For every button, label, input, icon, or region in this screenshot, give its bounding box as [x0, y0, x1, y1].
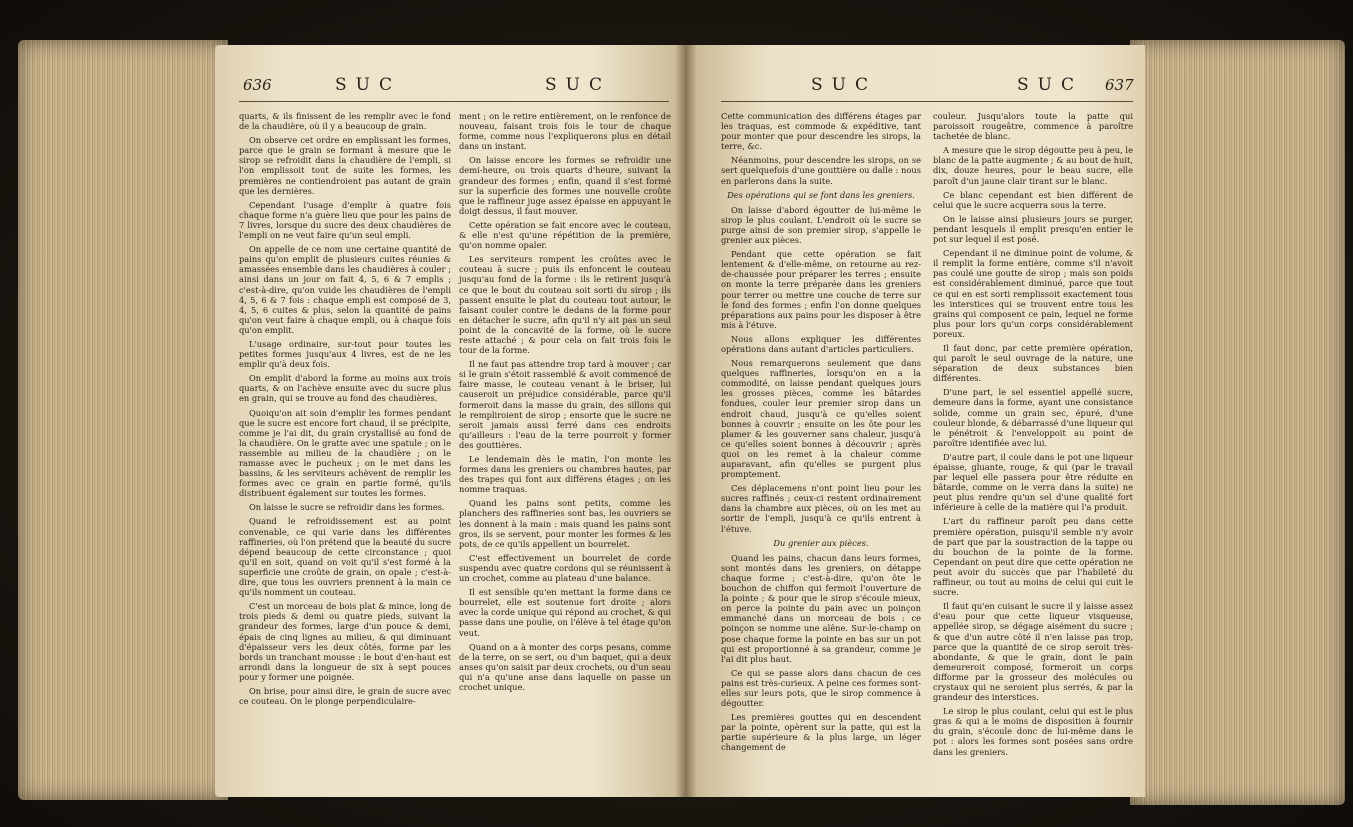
paragraph: D'une part, le sel essentiel appellé sucre, demeure dans la forme, ayant une consistance solide, comme un grain sec, épuré, d'une couleur blonde, & débarrassé d'une liqueur qui le pénétroit & l'enveloppoit au point de paroître identifiée avec lui.: [933, 387, 1133, 448]
right-header-rule: [721, 101, 1133, 102]
paragraph: Quand le refroidissement est au point convenable, ce qui varie dans les différentes raffineries, où l'on prétend que la beauté du sucre dépend beaucoup de cette circonstance ; quoi qu'il en soit, quand on voit qu'il s'est formé à la superficie une croûte de grain, on opale ; c'est-à-dire, que tous les ouvriers prennent à la main ce qu'ils nomment un couteau.: [239, 516, 451, 598]
left-running-head-2: SUC: [545, 75, 611, 95]
paragraph: Nous allons expliquer les différentes opérations dans autant d'articles particuliers.: [721, 333, 921, 354]
paragraph: Le sirop le plus coulant, celui qui est le plus gras & qui a le moins de disposition à fournir du grain, s'écoule donc de lui-même dans le pot : alors les formes sont posées sans ordre dans les greniers.: [933, 706, 1133, 757]
paragraph: On laisse d'abord égoutter de lui-même le sirop le plus coulant. L'endroit où le sucre se purge ainsi de son premier sirop, s'appelle le grenier aux pièces.: [721, 204, 921, 246]
paragraph: L'art du raffineur paroît peu dans cette première opération, puisqu'il semble n'y avoir de part que par la soustraction de la tappe ou du bouchon de la pointe de la forme. Cependant on peut dire que cette opération ne peut avoir du succès que par l'habileté du raffineur, ou tout au moins de celui qui cuit le sucre.: [933, 516, 1133, 598]
paragraph: On laisse le sucre se refroidir dans les formes.: [249, 502, 445, 513]
paragraph: Il ne faut pas attendre trop tard à mouver ; car si le grain s'étoit rassemblé & avoit commencé de faire masse, le couteau venant à le briser, lui causeroit un préjudice considérable, parce qu'il formeroit dans la masse du grain, des sillons qui le rempliroient de sirop ; ensorte que le sucre ne seroit jamais aussi ferré dans ces endroits qu'ailleurs : l'eau de la terre pourroit y former des gouttières.: [459, 359, 671, 450]
paragraph: Quoiqu'on ait soin d'emplir les formes pendant que le sucre est encore fort chaud, il se précipite, comme je l'ai dit, du grain crystallisé au fond de la chaudière. On le gratte avec une spatule ; on le rassemble au milieu de la chaudière ; on le ramasse avec le pucheux ; on le met dans les bassins, & les serviteurs achèvent de remplir les formes avec ce grain en partie formé, qu'ils distribuent également sur toutes les formes.: [239, 407, 451, 499]
paragraph: couleur. Jusqu'alors toute la patte qui paroissoit rougeâtre, commence à paroître tachetée de blanc.: [933, 111, 1133, 142]
paragraph: C'est effectivement un bourrelet de corde suspendu avec quatre cordons qui se réunissent à un crochet, comme au plateau d'une balance.: [459, 552, 671, 584]
paragraph: ment ; on le retire entièrement, on le renfonce de nouveau, faisant trois fois le tour de chaque forme, comme nous l'expliquerons plus en détail dans un instant.: [459, 111, 671, 152]
paragraph: On brise, pour ainsi dire, le grain de sucre avec ce couteau. On le plonge perpendiculaire-: [239, 685, 451, 707]
paragraph: A mesure que le sirop dégoutte peu à peu, le blanc de la patte augmente ; & au bout de huit, dix, douze heures, pour le beau sucre, elle paroît d'un jaune clair tirant sur le blanc.: [933, 145, 1133, 186]
paragraph: On emplit d'abord la forme au moins aux trois quarts, & on l'achève ensuite avec du sucre plus en grain, qui se trouve au fond des chaudières.: [239, 373, 451, 404]
right-page: [685, 45, 1145, 797]
left-page-edges: [18, 40, 228, 800]
book-gutter: [675, 45, 697, 797]
paragraph: On laisse encore les formes se refroidir une demi-heure, ou trois quarts d'heure, suivant la grandeur des formes ; enfin, quand il s'est formé sur la superficie des formes une nouvelle croûte que le raffineur juge assez épaisse en appuyant le doigt dessus, il faut mouver.: [459, 155, 671, 216]
paragraph: Il faut qu'en cuisant le sucre il y laisse assez d'eau pour que cette liqueur visqueuse, appellée sirop, se dégage aisément du sucre ; & que d'un autre côté il n'en laisse pas trop, parce que la quantité de ce sirop seroit très-abondante, & que le grain, dont le pain demeureroit composé, formeroit un corps difforme par la grosseur des molécules ou crystaux qui ne seroient plus serrés, & par la grandeur des interstices.: [933, 601, 1133, 703]
paragraph: D'autre part, il coule dans le pot une liqueur épaisse, gluante, rouge, & qui (par le travail par lequel elle passera pour être réduite en bâtarde, comme on le verra dans la suite) ne peut plus rendre qu'un sel d'une qualité fort inférieure à celle de la matière qui l'a produit.: [933, 451, 1133, 513]
paragraph: quarts, & ils finissent de les remplir avec le fond de la chaudière, où il y a beaucoup de grain.: [239, 111, 451, 132]
paragraph: Nous remarquerons seulement que dans quelques raffineries, lorsqu'on en a la commodité, on laisse pendant quelques jours les grosses pièces, comme les bâtardes fondues, couler leur premier sirop dans un endroit chaud, jusqu'à ce qu'elles soient bonnes à couvrir ; ensuite on les ôte pour les plamer & les gouverner sans chaleur, jusqu'à ce qu'elles soient bonnes à découvrir ; après quoi on les remet à la chaleur comme auparavant, afin qu'elles se purgent plus promptement.: [721, 358, 921, 480]
paragraph: Les premières gouttes qui en descendent par la pointe, opèrent sur la patte, qui est la partie supérieure & la plus large, un léger changement de: [721, 712, 921, 753]
left-header-rule: [239, 101, 669, 102]
left-column-1: [239, 111, 451, 710]
paragraph: Quand les pains, chacun dans leurs formes, sont montés dans les greniers, on détappe chaque forme ; c'est-à-dire, qu'on ôte le bouchon de chiffon qui fermoit l'ouverture de la pointe ; & pour que le sirop s'écoule mieux, on perce la pointe du pain avec un poinçon emmanché dans un morceau de bois : ce poinçon se nomme une alêne. Sur-le-champ on pose chaque forme la pointe en bas sur un pot qui est proportionné à sa grandeur, comme je l'ai dit plus haut.: [721, 552, 921, 664]
paragraph: Quand on a à monter des corps pesans, comme de la terre, on se sert, ou d'un baquet, qui a deux anses qu'on saisit par deux crochets, ou d'un seau qui n'a qu'une anse dans laquelle on passe un crochet unique.: [459, 641, 671, 692]
left-running-head: SUC: [335, 75, 401, 95]
right-page-number: 637: [1105, 76, 1134, 94]
section-heading: Des opérations qui se font dans les greniers.: [727, 189, 915, 200]
left-page-number: 636: [243, 76, 272, 94]
paragraph: Il faut donc, par cette première opération, qui paroît le seul ouvrage de la nature, une séparation de deux substances bien différentes.: [933, 342, 1133, 384]
paragraph: Ces déplacemens n'ont point lieu pour les sucres raffinés ; ceux-ci restent ordinairement dans la chambre aux pièces, où on les met au sortir de l'empli, jusqu'à ce qu'ils entrent à l'étuve.: [721, 483, 921, 534]
paragraph: Il est sensible qu'en mettant la forme dans ce bourrelet, elle est soutenue fort droite ; alors avec la corde unique qui répond au crochet, & qui passe dans une poulie, on l'élève à tel étage qu'on veut.: [459, 587, 671, 638]
paragraph: Les serviteurs rompent les croûtes avec le couteau à sucre ; puis ils enfoncent le couteau jusqu'au fond de la forme : ils le retirent jusqu'à ce que le bout du couteau soit sorti du sirop ; ils passent ensuite le plat du couteau tout autour, le faisant couler contre le dedans de la forme pour en détacher le sucre, afin qu'il n'y ait pas un seul point de la concavité de la forme, où le sucre reste attaché ; & pour cela on fait trois fois le tour de la forme.: [459, 254, 671, 356]
right-running-head-2: SUC: [1017, 75, 1083, 95]
paragraph: Le lendemain dès le matin, l'on monte les formes dans les greniers ou chambres hautes, par des trapes qui font aux différens étages ; on les nomme traquas.: [459, 454, 671, 495]
right-running-head: SUC: [811, 75, 877, 95]
left-column-2: [459, 111, 671, 696]
paragraph: Pendant que cette opération se fait lentement & d'elle-même, on retourne au rez-de-chaussée pour préparer les terres ; ensuite on monte la terre préparée dans les greniers pour terrer ou mettre une couche de terre sur le fond des formes ; enfin l'on donne quelques préparations aux pains pour les disposer à être mis à l'étuve.: [721, 249, 921, 330]
paragraph: Quand les pains sont petits, comme les planchers des raffineries sont bas, les ouvriers se les donnent à la main : mais quand les pains sont gros, ils se servent, pour monter les formes & les pots, de ce qu'ils appellent un bourrelet.: [459, 498, 671, 549]
paragraph: L'usage ordinaire, sur-tout pour toutes les petites formes jusqu'aux 4 livres, est de ne les emplir qu'à deux fois.: [239, 338, 451, 370]
right-column-2: [933, 111, 1133, 761]
right-page-edges: [1130, 40, 1345, 805]
paragraph: Cependant il ne diminue point de volume, & il remplit la forme entière, comme s'il n'avoit pas coulé une goutte de sirop ; mais son poids est considérablement diminué, parce que tout ce qui en est sorti remplissoit exactement tous les interstices qui se trouvent entre tous les grains qui composent ce pain, lequel ne forme plus pour lors qu'un corps considérablement poreux.: [933, 248, 1133, 339]
paragraph: On le laisse ainsi plusieurs jours se purger, pendant lesquels il emplit presqu'en entier le pot sur lequel il est posé.: [933, 213, 1133, 245]
paragraph: Ce blanc cependant est bien différent de celui que le sucre acquerra sous la terre.: [933, 189, 1133, 210]
paragraph: On appelle de ce nom une certaine quantité de pains qu'on emplit de plusieurs cuites réunies & amassées ensemble dans les chaudières à couler ; ainsi dans un jour on fait 4, 5, 6 & 7 emplis ; c'est-à-dire, qu'on vuide les chaudières de l'empli 4, 5, 6 & 7 fois : chaque empli est composé de 3, 4, 5, 6 cuites & plus, selon la quantité de pains qu'on veut faire à chaque empli, ou à chaque fois qu'on emplit.: [239, 244, 451, 335]
paragraph: Cependant l'usage d'emplir à quatre fois chaque forme n'a guère lieu que pour les pains de 7 livres, lorsque du sucre des deux chaudières de l'empli on ne veut faire qu'un seul empli.: [239, 199, 451, 241]
right-column-1: [721, 111, 921, 757]
left-page: [215, 45, 685, 797]
paragraph: On observe cet ordre en emplissant les formes, parce que le grain se formant à mesure que le sirop se refroidit dans la chaudière de l'empli, si l'on emplissoit tout de suite les formes, les premières ne contiendroient pas autant de grain que les dernières.: [239, 135, 451, 196]
paragraph: Cette opération se fait encore avec le couteau, & elle n'est qu'une répétition de la première, qu'on nomme opaler.: [459, 219, 671, 251]
paragraph: Ce qui se passe alors dans chacun de ces pains est très-curieux. A peine ces formes sont-elles sur leurs pots, que le sirop commence à dégoutter.: [721, 667, 921, 709]
paragraph: Cette communication des différens étages par les traquas, est commode & expéditive, tant pour monter que pour descendre les sirops, la terre, &c.: [721, 111, 921, 152]
paragraph: C'est un morceau de bois plat & mince, long de trois pieds & demi ou quatre pieds, suivant la grandeur des formes, large d'un pouce & demi, épais de cinq lignes au milieu, & qui diminuant d'épaisseur vers les deux côtés, forme par les bords un tranchant mousse : le bout d'en-haut est arrondi dans la longueur de six à sept pouces pour y former une poignée.: [239, 601, 451, 682]
paragraph: Néanmoins, pour descendre les sirops, on se sert quelquefois d'une gouttière ou dalle : nous en parlerons dans la suite.: [721, 155, 921, 186]
section-heading: Du grenier aux pièces.: [773, 537, 869, 548]
